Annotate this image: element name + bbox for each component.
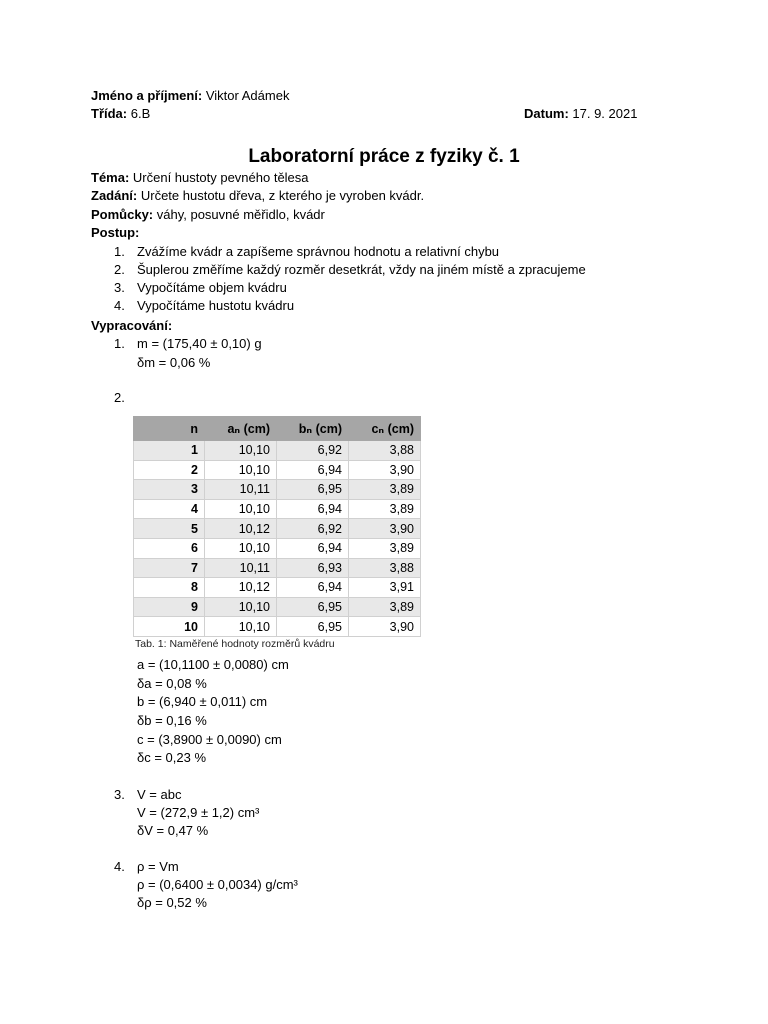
table-cell: 3,88 <box>349 558 421 578</box>
table-header-row <box>134 417 421 441</box>
date-value: 17. 9. 2021 <box>568 106 638 121</box>
class-value: 6.B <box>127 106 151 121</box>
volume-relative-error: δV = 0,47 % <box>137 823 209 838</box>
table-caption: Tab. 1: Naměřené hodnoty rozměrů kvádru <box>135 638 335 650</box>
pomucky-label: Pomůcky: <box>91 207 154 222</box>
section-number: 3. <box>114 787 125 802</box>
table-cell: 6,94 <box>277 578 349 598</box>
a-relative-error: δa = 0,08 % <box>137 676 207 691</box>
step-number: 2. <box>114 262 125 277</box>
table-cell: 3,88 <box>349 441 421 461</box>
density-result: ρ = (0,6400 ± 0,0034) g/cm³ <box>137 877 298 892</box>
mass-relative-error: δm = 0,06 % <box>137 355 211 370</box>
table-cell: 6,92 <box>277 441 349 461</box>
table-row <box>134 499 421 519</box>
step-text: Vypočítáme hustotu kvádru <box>137 298 295 313</box>
table-cell: 6,94 <box>277 499 349 519</box>
table-cell: 10,12 <box>205 519 277 539</box>
pomucky-value: váhy, posuvné měřidlo, kvádr <box>153 207 325 222</box>
table-cell: 10,10 <box>205 460 277 480</box>
tema-line <box>91 169 309 187</box>
vypracovani-label: Vypracování: <box>91 318 173 333</box>
table-row <box>134 441 421 461</box>
table-cell: 3 <box>134 480 205 500</box>
table-header-cell: cₙ (cm) <box>349 417 421 441</box>
c-relative-error: δc = 0,23 % <box>137 750 207 765</box>
postup-label: Postup: <box>91 225 140 240</box>
table-cell: 3,89 <box>349 538 421 558</box>
table-header-cell: n <box>134 417 205 441</box>
table-cell: 10,10 <box>205 597 277 617</box>
table-cell: 6,93 <box>277 558 349 578</box>
class-line <box>91 105 150 123</box>
table-cell: 10,12 <box>205 578 277 598</box>
table-cell: 6,92 <box>277 519 349 539</box>
table-row <box>134 558 421 578</box>
table-cell: 10,10 <box>205 499 277 519</box>
volume-formula: V = abc <box>137 787 182 802</box>
zadani-label: Zadání: <box>91 188 138 203</box>
table-cell: 3,90 <box>349 519 421 539</box>
volume-result: V = (272,9 ± 1,2) cm³ <box>137 805 260 820</box>
step-number: 1. <box>114 244 125 259</box>
pomucky-line <box>91 206 325 224</box>
table-cell: 6,95 <box>277 617 349 637</box>
density-formula: ρ = Vm <box>137 859 179 874</box>
class-label: Třída: <box>91 106 128 121</box>
table-cell: 3,89 <box>349 499 421 519</box>
table-cell: 3,89 <box>349 480 421 500</box>
page-title: Laboratorní práce z fyziky č. 1 <box>248 146 520 167</box>
measurement-table <box>133 416 421 637</box>
table-row <box>134 578 421 598</box>
zadani-line <box>91 187 424 205</box>
table-cell: 10,10 <box>205 538 277 558</box>
table-row <box>134 519 421 539</box>
table-cell: 1 <box>134 441 205 461</box>
table-row <box>134 480 421 500</box>
table-header-cell: bₙ (cm) <box>277 417 349 441</box>
table-row <box>134 538 421 558</box>
table-cell: 3,91 <box>349 578 421 598</box>
table-cell: 3,89 <box>349 597 421 617</box>
table-cell: 9 <box>134 597 205 617</box>
date-line <box>524 105 637 123</box>
b-relative-error: δb = 0,16 % <box>137 713 207 728</box>
tema-label: Téma: <box>91 170 130 185</box>
table-cell: 6,95 <box>277 480 349 500</box>
table-row <box>134 617 421 637</box>
student-name-line <box>91 87 289 105</box>
b-result: b = (6,940 ± 0,011) cm <box>137 694 268 709</box>
step-number: 4. <box>114 298 125 313</box>
table-cell: 5 <box>134 519 205 539</box>
table-cell: 3,90 <box>349 460 421 480</box>
zadani-value: Určete hustotu dřeva, z kterého je vyroben kvádr. <box>137 188 425 203</box>
table-cell: 8 <box>134 578 205 598</box>
table-cell: 6,94 <box>277 460 349 480</box>
step-text: Vypočítáme objem kvádru <box>137 280 287 295</box>
mass-result: m = (175,40 ± 0,10) g <box>137 336 262 351</box>
table-cell: 6,94 <box>277 538 349 558</box>
table-cell: 4 <box>134 499 205 519</box>
table-row <box>134 597 421 617</box>
table-cell: 2 <box>134 460 205 480</box>
table-cell: 10,11 <box>205 480 277 500</box>
table-cell: 10,11 <box>205 558 277 578</box>
table-cell: 6 <box>134 538 205 558</box>
table-cell: 6,95 <box>277 597 349 617</box>
table-cell: 10 <box>134 617 205 637</box>
table-cell: 3,90 <box>349 617 421 637</box>
section-number: 2. <box>114 390 125 405</box>
name-value: Viktor Adámek <box>202 88 290 103</box>
a-result: a = (10,1100 ± 0,0080) cm <box>137 657 289 672</box>
step-number: 3. <box>114 280 125 295</box>
name-label: Jméno a příjmení: <box>91 88 203 103</box>
density-relative-error: δρ = 0,52 % <box>137 895 207 910</box>
section-number: 1. <box>114 336 125 351</box>
c-result: c = (3,8900 ± 0,0090) cm <box>137 732 282 747</box>
table-cell: 10,10 <box>205 617 277 637</box>
table-cell: 7 <box>134 558 205 578</box>
table-row <box>134 460 421 480</box>
table-body <box>134 441 421 637</box>
date-label: Datum: <box>524 106 569 121</box>
section-number: 4. <box>114 859 125 874</box>
step-text: Šuplerou změříme každý rozměr desetkrát, vždy na jiném místě a zpracujeme <box>137 262 586 277</box>
table-header-cell: aₙ (cm) <box>205 417 277 441</box>
tema-value: Určení hustoty pevného tělesa <box>129 170 309 185</box>
table-cell: 10,10 <box>205 441 277 461</box>
step-text: Zvážíme kvádr a zapíšeme správnou hodnotu a relativní chybu <box>137 244 500 259</box>
